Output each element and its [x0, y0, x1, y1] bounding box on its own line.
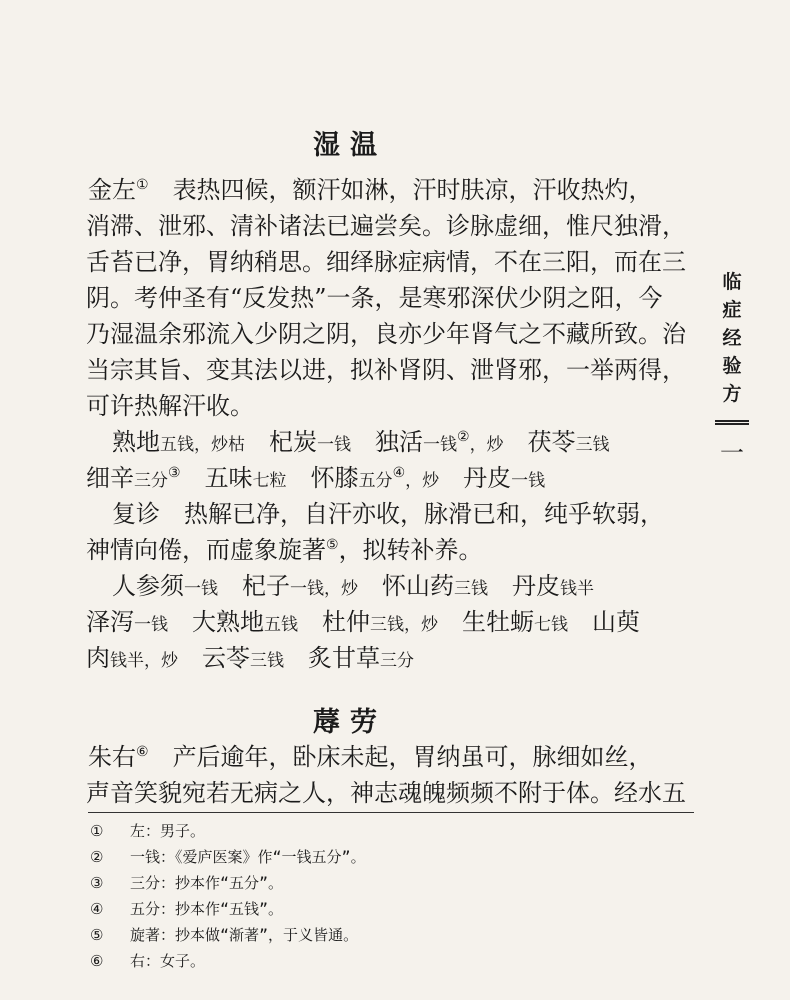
herb-dose: 三分	[134, 471, 168, 491]
herb-name: 熟地	[112, 428, 160, 456]
herb-name: 独活	[375, 428, 423, 456]
footnote-mark: ①	[90, 822, 104, 840]
section-title-shiwen: 湿温	[313, 130, 387, 161]
herb-name: 五味	[204, 464, 253, 492]
herb-dose: 一钱，炒	[290, 579, 358, 599]
section-title-rulao: 蓐劳	[313, 707, 387, 738]
herb-name: 杞炭	[269, 428, 317, 456]
herb-dose: 五钱	[264, 615, 298, 635]
herb-dose: 一钱	[184, 579, 218, 599]
footnote-rule	[88, 812, 694, 813]
herb-name: 生牡蛎	[462, 608, 534, 636]
herb-dose: 七粒	[252, 471, 287, 491]
footnote-ref: ①	[136, 177, 149, 193]
footnote-ref: ②	[457, 429, 470, 445]
case1-line-6: 当宗其旨、变其法以进，拟补肾阴、泄肾邪，一举两得，	[86, 356, 686, 384]
sidebar-divider	[715, 420, 749, 425]
herb-dose-note: ，炒	[469, 435, 504, 455]
case2-line-1	[88, 742, 653, 772]
footnote-ref: ⑥	[136, 744, 149, 760]
rx2-line-1	[112, 571, 594, 604]
footnote-text: 左：男子。	[130, 822, 206, 840]
herb-dose: 三钱	[250, 651, 284, 671]
herb-dose: 三钱，炒	[370, 615, 438, 635]
sidebar-char: 临	[722, 271, 742, 293]
footnote-mark: ②	[90, 848, 104, 866]
sidebar-char: 方	[722, 383, 742, 405]
herb-name: 丹皮	[463, 464, 512, 492]
rx1-line-1	[112, 427, 610, 460]
case1-line-3: 舌苔已净，胃纳稍思。细绎脉症病情，不在三阳，而在三	[86, 248, 686, 276]
herb-name: 山萸	[592, 608, 640, 636]
rx1-line-2	[86, 463, 545, 496]
revisit-line-2	[86, 535, 483, 565]
footnote-ref: ③	[168, 465, 181, 481]
herb-name: 大熟地	[192, 608, 264, 636]
footnote-text: 五分：抄本作“五钱”。	[130, 900, 284, 918]
herb-name: 茯苓	[527, 428, 576, 456]
herb-dose: 一钱	[134, 615, 168, 635]
footnote-text: 旋著：抄本做“渐著”，于义皆通。	[130, 926, 359, 944]
revisit-text-end: ，拟转补养。	[338, 536, 483, 564]
footnote-ref: ⑤	[326, 537, 339, 553]
herb-name: 泽泻	[86, 608, 134, 636]
running-head-sidebar	[715, 268, 749, 468]
footnote-2	[90, 848, 366, 866]
footnote-text: 三分：抄本作“五分”。	[130, 874, 284, 892]
rx2-line-3	[86, 643, 414, 676]
herb-name: 怀膝	[310, 464, 359, 492]
patient-label: 金左	[88, 176, 136, 204]
rx2-line-2	[86, 607, 640, 640]
volume-number: 一	[720, 439, 744, 467]
herb-dose: 钱半，炒	[110, 651, 178, 671]
case1-line-2: 消滞、泄邪、清补诸法已遍尝矣。诊脉虚细，惟尺独滑，	[86, 212, 686, 240]
footnote-6	[90, 952, 205, 970]
herb-dose: 三钱	[454, 579, 488, 599]
herb-dose: 一钱	[317, 435, 351, 455]
footnote-4	[90, 900, 283, 918]
case1-line-4: 阴。考仲圣有“反发热”一条，是寒邪深伏少阴之阳，今	[86, 284, 663, 312]
herb-dose: 三钱	[575, 435, 610, 455]
case1-line-5: 乃湿温余邪流入少阴之阴，良亦少年肾气之不藏所致。治	[86, 320, 686, 348]
footnote-mark: ④	[90, 900, 104, 918]
case2-line-2: 声音笑貌宛若无病之人，神志魂魄频频不附于体。经水五	[86, 779, 686, 807]
herb-dose: 三分	[380, 651, 414, 671]
herb-name: 炙甘草	[308, 644, 380, 672]
herb-dose: 七钱	[534, 615, 568, 635]
patient-label: 朱右	[88, 743, 136, 771]
sidebar-char: 验	[722, 355, 742, 377]
footnote-mark: ⑥	[90, 952, 104, 970]
revisit-line-1: 复诊 热解已净，自汗亦收，脉滑已和，纯乎软弱，	[112, 500, 664, 528]
footnote-ref: ④	[392, 465, 406, 481]
footnote-mark: ③	[90, 874, 104, 892]
case1-line-7: 可许热解汗收。	[86, 392, 254, 420]
case1-line-1	[88, 175, 653, 205]
herb-dose: 五钱，炒枯	[160, 435, 245, 455]
herb-name: 细辛	[86, 464, 134, 492]
herb-name: 杜仲	[322, 608, 370, 636]
herb-name: 怀山药	[382, 572, 454, 600]
herb-name: 丹皮	[512, 572, 560, 600]
herb-name: 人参须	[112, 572, 184, 600]
herb-dose: 一钱	[511, 471, 546, 491]
herb-dose-note: ，炒	[405, 471, 440, 491]
herb-name: 肉	[86, 644, 110, 672]
herb-dose: 钱半	[560, 579, 594, 599]
sidebar-char: 症	[722, 299, 742, 321]
footnote-text: 右：女子。	[130, 952, 206, 970]
case1-text-1: 表热四候，额汗如淋，汗时肤凉，汗收热灼，	[172, 176, 653, 204]
footnote-1	[90, 822, 205, 840]
herb-name: 云苓	[202, 644, 250, 672]
case2-text-1: 产后逾年，卧床未起，胃纳虽可，脉细如丝，	[172, 743, 653, 771]
herb-dose: 五分	[358, 471, 393, 491]
footnote-mark: ⑤	[90, 926, 104, 944]
herb-dose: 一钱	[423, 435, 457, 455]
footnote-text: 一钱：《爱庐医案》作“一钱五分”。	[130, 848, 366, 866]
revisit-text: 神情向倦，而虚象旋著	[86, 536, 326, 564]
footnote-5	[90, 926, 358, 944]
sidebar-char: 经	[722, 327, 742, 349]
footnote-3	[90, 874, 283, 892]
herb-name: 杞子	[242, 572, 290, 600]
